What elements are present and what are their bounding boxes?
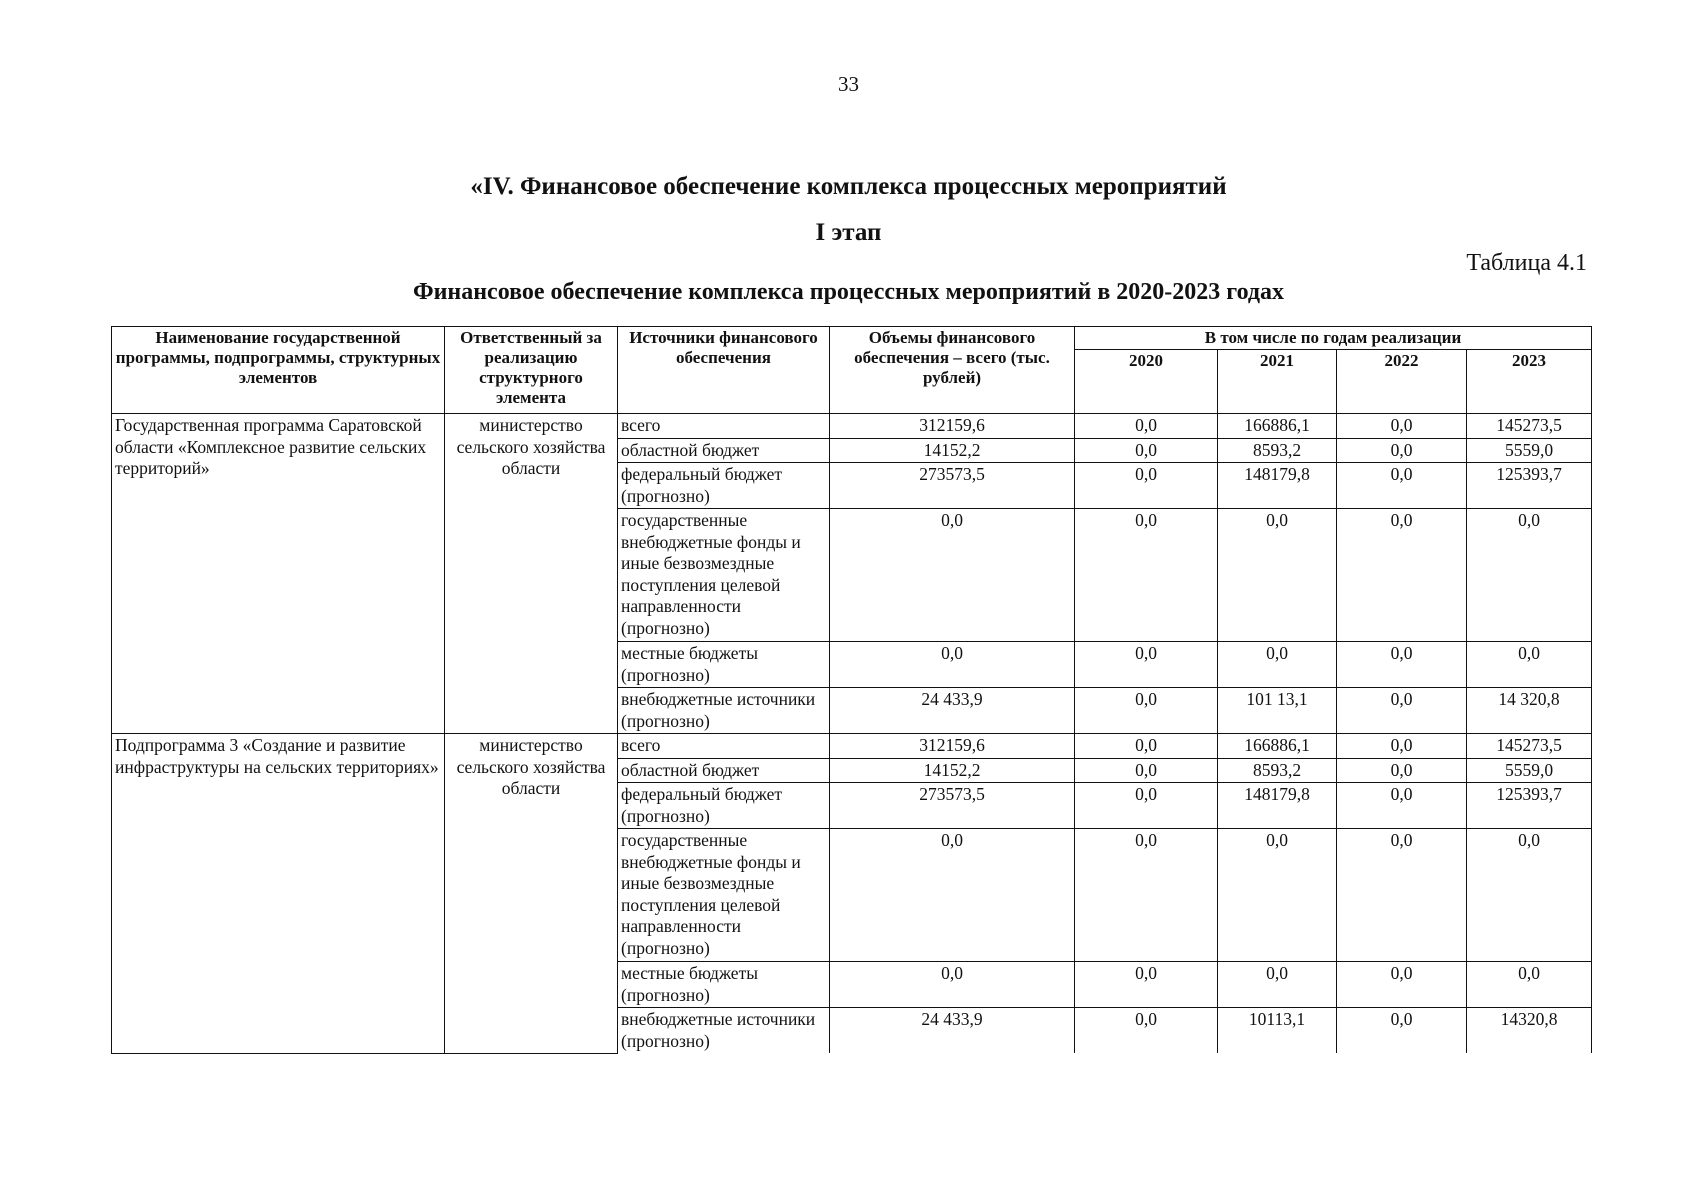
year-2021-cell: 10113,1 xyxy=(1218,1008,1337,1054)
header-name: Наименование государственной программы, подпрограммы, структурных элементов xyxy=(112,327,445,414)
source-cell: федеральный бюджет (прогнозно) xyxy=(618,783,830,829)
year-2022-cell: 0,0 xyxy=(1337,962,1467,1008)
total-cell: 0,0 xyxy=(830,962,1075,1008)
total-cell: 24 433,9 xyxy=(830,688,1075,734)
total-cell: 0,0 xyxy=(830,509,1075,642)
year-2022-cell: 0,0 xyxy=(1337,642,1467,688)
source-cell: федеральный бюджет (прогнозно) xyxy=(618,463,830,509)
source-cell: государственные внебюджетные фонды и иные безвозмездные поступления целевой направленности (прогнозно) xyxy=(618,509,830,642)
source-cell: местные бюджеты (прогнозно) xyxy=(618,962,830,1008)
year-2023-cell: 125393,7 xyxy=(1467,783,1592,829)
year-2020-cell: 0,0 xyxy=(1075,414,1218,439)
source-cell: всего xyxy=(618,734,830,759)
stage-heading: I этап xyxy=(815,219,882,246)
year-2022-cell: 0,0 xyxy=(1337,688,1467,734)
source-cell: всего xyxy=(618,414,830,439)
financing-table xyxy=(111,326,1592,1054)
total-cell: 14152,2 xyxy=(830,438,1075,463)
year-2022-cell: 0,0 xyxy=(1337,438,1467,463)
year-2021-cell: 101 13,1 xyxy=(1218,688,1337,734)
year-2020-cell: 0,0 xyxy=(1075,438,1218,463)
total-cell: 312159,6 xyxy=(830,414,1075,439)
year-2020-cell: 0,0 xyxy=(1075,829,1218,962)
responsible-cell: министерство сельского хозяйства области xyxy=(445,414,618,734)
year-2021-cell: 166886,1 xyxy=(1218,414,1337,439)
page-number: 33 xyxy=(838,72,859,96)
source-cell: местные бюджеты (прогнозно) xyxy=(618,642,830,688)
year-2020-cell: 0,0 xyxy=(1075,463,1218,509)
year-2021-cell: 0,0 xyxy=(1218,509,1337,642)
year-2020-cell: 0,0 xyxy=(1075,642,1218,688)
total-cell: 273573,5 xyxy=(830,783,1075,829)
year-2021-cell: 0,0 xyxy=(1218,642,1337,688)
subprogram-name: Подпрограмма 3 «Создание и развитие инфраструктуры на сельских территориях» xyxy=(112,734,445,1054)
year-2021-cell: 0,0 xyxy=(1218,962,1337,1008)
table-label: Таблица 4.1 xyxy=(1466,250,1587,276)
year-2023-cell: 0,0 xyxy=(1467,642,1592,688)
year-2022-cell: 0,0 xyxy=(1337,1008,1467,1054)
total-cell: 0,0 xyxy=(830,642,1075,688)
year-2021-cell: 8593,2 xyxy=(1218,758,1337,783)
total-cell: 14152,2 xyxy=(830,758,1075,783)
year-2023-cell: 145273,5 xyxy=(1467,734,1592,759)
year-2023-cell: 125393,7 xyxy=(1467,463,1592,509)
program-name: Государственная программа Саратовской области «Комплексное развитие сельских территорий» xyxy=(112,414,445,734)
year-2021-cell: 0,0 xyxy=(1218,829,1337,962)
year-2023-cell: 145273,5 xyxy=(1467,414,1592,439)
source-cell: внебюджетные источники (прогнозно) xyxy=(618,1008,830,1054)
year-2022-cell: 0,0 xyxy=(1337,463,1467,509)
source-cell: областной бюджет xyxy=(618,438,830,463)
year-2023-cell: 5559,0 xyxy=(1467,758,1592,783)
header-year-2022: 2022 xyxy=(1337,350,1467,414)
year-2020-cell: 0,0 xyxy=(1075,783,1218,829)
total-cell: 24 433,9 xyxy=(830,1008,1075,1054)
year-2020-cell: 0,0 xyxy=(1075,734,1218,759)
year-2020-cell: 0,0 xyxy=(1075,1008,1218,1054)
source-cell: внебюджетные источники (прогнозно) xyxy=(618,688,830,734)
header-responsible: Ответственный за реализацию структурного элемента xyxy=(445,327,618,414)
year-2023-cell: 0,0 xyxy=(1467,509,1592,642)
header-sources: Источники финансового обеспечения xyxy=(618,327,830,414)
header-year-2021: 2021 xyxy=(1218,350,1337,414)
year-2023-cell: 14320,8 xyxy=(1467,1008,1592,1054)
source-cell: областной бюджет xyxy=(618,758,830,783)
header-by-years: В том числе по годам реализации xyxy=(1075,327,1592,350)
year-2022-cell: 0,0 xyxy=(1337,734,1467,759)
year-2020-cell: 0,0 xyxy=(1075,509,1218,642)
source-cell: государственные внебюджетные фонды и иные безвозмездные поступления целевой направленности (прогнозно) xyxy=(618,829,830,962)
year-2022-cell: 0,0 xyxy=(1337,783,1467,829)
year-2020-cell: 0,0 xyxy=(1075,962,1218,1008)
table-row xyxy=(112,414,1592,439)
year-2022-cell: 0,0 xyxy=(1337,509,1467,642)
year-2021-cell: 148179,8 xyxy=(1218,783,1337,829)
responsible-cell: министерство сельского хозяйства области xyxy=(445,734,618,1054)
year-2022-cell: 0,0 xyxy=(1337,829,1467,962)
year-2023-cell: 14 320,8 xyxy=(1467,688,1592,734)
year-2022-cell: 0,0 xyxy=(1337,758,1467,783)
year-2020-cell: 0,0 xyxy=(1075,688,1218,734)
year-2020-cell: 0,0 xyxy=(1075,758,1218,783)
header-year-2023: 2023 xyxy=(1467,350,1592,414)
table-title: Финансовое обеспечение комплекса процессных мероприятий в 2020-2023 годах xyxy=(412,279,1285,305)
section-heading: «IV. Финансовое обеспечение комплекса процессных мероприятий xyxy=(470,173,1227,200)
year-2023-cell: 0,0 xyxy=(1467,962,1592,1008)
table-row xyxy=(112,734,1592,759)
year-2021-cell: 148179,8 xyxy=(1218,463,1337,509)
total-cell: 312159,6 xyxy=(830,734,1075,759)
year-2023-cell: 5559,0 xyxy=(1467,438,1592,463)
year-2021-cell: 8593,2 xyxy=(1218,438,1337,463)
year-2023-cell: 0,0 xyxy=(1467,829,1592,962)
year-2021-cell: 166886,1 xyxy=(1218,734,1337,759)
header-year-2020: 2020 xyxy=(1075,350,1218,414)
total-cell: 0,0 xyxy=(830,829,1075,962)
header-total: Объемы финансового обеспечения – всего (тыс. рублей) xyxy=(830,327,1075,414)
year-2022-cell: 0,0 xyxy=(1337,414,1467,439)
total-cell: 273573,5 xyxy=(830,463,1075,509)
